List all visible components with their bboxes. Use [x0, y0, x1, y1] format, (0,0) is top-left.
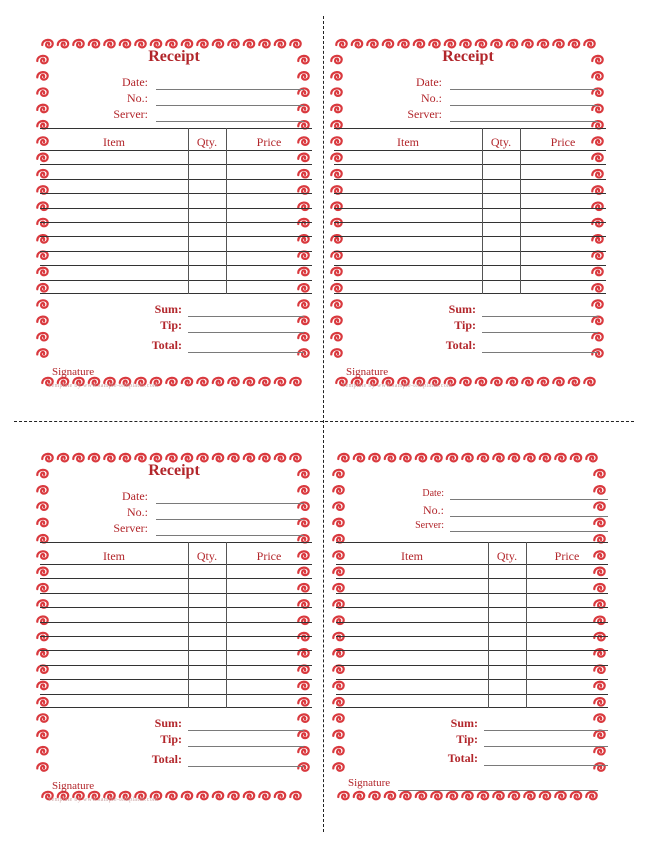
table-row-line — [40, 179, 312, 180]
credit-text: Template by www.sample-templates.com — [48, 383, 158, 389]
qty-column-header: Qty. — [196, 135, 218, 149]
table-row-line — [336, 636, 608, 637]
table-column-line — [226, 128, 227, 294]
sum-field[interactable] — [188, 316, 304, 317]
items-table — [40, 128, 312, 294]
total-label: Total: — [151, 338, 182, 352]
table-row-line — [334, 208, 606, 209]
item-column-header: Item — [401, 549, 423, 563]
sum-label: Sum: — [154, 302, 182, 316]
signature-label: Signature — [346, 366, 389, 378]
table-row-line — [40, 650, 312, 651]
table-row-line — [40, 636, 312, 637]
sum-field[interactable] — [484, 730, 608, 731]
table-row-line — [40, 564, 312, 565]
total-label: Total: — [445, 338, 476, 352]
table-row-line — [334, 236, 606, 237]
table-row-line — [40, 164, 312, 165]
number-label: No.: — [127, 505, 148, 519]
table-row-line — [334, 179, 606, 180]
table-row-line — [40, 222, 312, 223]
number-field[interactable] — [450, 105, 598, 106]
table-row-line — [336, 665, 608, 666]
table-row-line — [40, 622, 312, 623]
date-field[interactable] — [450, 89, 598, 90]
horizontal-cut-line — [14, 421, 634, 422]
number-label: No.: — [127, 91, 148, 105]
table-row-line — [336, 564, 608, 565]
table-row-line — [40, 679, 312, 680]
qty-column-header: Qty. — [196, 549, 218, 563]
signature-label: Signature — [52, 780, 95, 792]
table-row-line — [40, 593, 312, 594]
receipt-card — [36, 450, 312, 806]
table-row-line — [336, 650, 608, 651]
table-row-line — [40, 251, 312, 252]
table-row-line — [40, 265, 312, 266]
date-field[interactable] — [450, 499, 608, 500]
table-column-line — [188, 542, 189, 708]
item-column-header: Item — [397, 135, 419, 149]
credit-text: Template by www.sample-templates.com — [342, 383, 452, 389]
receipt-card — [332, 450, 608, 806]
tip-label: Tip: — [454, 318, 476, 332]
price-column-header: Price — [256, 135, 282, 149]
table-row-line — [336, 542, 608, 543]
date-label: Date: — [122, 489, 148, 503]
server-label: Server: — [113, 521, 148, 535]
server-field[interactable] — [450, 121, 598, 122]
sum-label: Sum: — [448, 302, 476, 316]
table-row-line — [334, 293, 606, 294]
server-label: Server: — [407, 107, 442, 121]
number-field[interactable] — [156, 105, 304, 106]
table-row-line — [40, 293, 312, 294]
receipt-title: Receipt — [148, 48, 200, 65]
number-field[interactable] — [450, 516, 608, 517]
sum-label: Sum: — [450, 716, 478, 730]
table-row-line — [334, 280, 606, 281]
number-label: No.: — [423, 503, 444, 517]
server-field[interactable] — [450, 531, 608, 532]
vertical-cut-line — [323, 16, 324, 832]
server-label: Server: — [415, 520, 444, 531]
sum-field[interactable] — [188, 730, 304, 731]
server-field[interactable] — [156, 121, 304, 122]
tip-field[interactable] — [482, 332, 598, 333]
table-row-line — [334, 222, 606, 223]
signature-label: Signature — [52, 366, 95, 378]
item-column-header: Item — [103, 135, 125, 149]
total-label: Total: — [151, 752, 182, 766]
date-label: Date: — [422, 488, 444, 499]
total-label: Total: — [447, 751, 478, 765]
number-field[interactable] — [156, 519, 304, 520]
table-row-line — [336, 607, 608, 608]
tip-field[interactable] — [484, 746, 608, 747]
table-row-line — [40, 694, 312, 695]
tip-field[interactable] — [188, 332, 304, 333]
receipt-title: Receipt — [148, 462, 200, 479]
credit-text: Template by www.sample-templates.com — [48, 797, 158, 803]
total-field[interactable] — [188, 766, 304, 767]
signature-field[interactable] — [398, 790, 598, 791]
table-row-line — [336, 578, 608, 579]
price-column-header: Price — [554, 549, 580, 563]
qty-column-header: Qty. — [496, 549, 518, 563]
receipt-card — [330, 36, 606, 392]
table-row-line — [40, 665, 312, 666]
table-row-line — [40, 542, 312, 543]
table-row-line — [40, 707, 312, 708]
table-row-line — [336, 679, 608, 680]
tip-field[interactable] — [188, 746, 304, 747]
number-label: No.: — [421, 91, 442, 105]
table-row-line — [336, 694, 608, 695]
table-row-line — [40, 607, 312, 608]
table-row-line — [40, 128, 312, 129]
table-row-line — [334, 128, 606, 129]
server-field[interactable] — [156, 535, 304, 536]
sum-label: Sum: — [154, 716, 182, 730]
table-row-line — [334, 265, 606, 266]
table-row-line — [40, 208, 312, 209]
table-row-line — [334, 193, 606, 194]
table-column-line — [188, 128, 189, 294]
receipt-card — [36, 36, 312, 392]
sum-field[interactable] — [482, 316, 598, 317]
qty-column-header: Qty. — [490, 135, 512, 149]
table-column-line — [226, 542, 227, 708]
date-label: Date: — [122, 75, 148, 89]
total-field[interactable] — [482, 352, 598, 353]
table-column-line — [526, 542, 527, 708]
table-row-line — [336, 622, 608, 623]
table-row-line — [334, 150, 606, 151]
item-column-header: Item — [103, 549, 125, 563]
table-row-line — [334, 251, 606, 252]
items-table — [336, 542, 608, 708]
price-column-header: Price — [550, 135, 576, 149]
table-row-line — [40, 236, 312, 237]
receipt-title: Receipt — [442, 48, 494, 65]
price-column-header: Price — [256, 549, 282, 563]
table-row-line — [336, 707, 608, 708]
date-label: Date: — [416, 75, 442, 89]
table-column-line — [482, 128, 483, 294]
server-label: Server: — [113, 107, 148, 121]
table-row-line — [334, 164, 606, 165]
tip-label: Tip: — [160, 318, 182, 332]
table-row-line — [40, 150, 312, 151]
table-row-line — [40, 578, 312, 579]
date-field[interactable] — [156, 503, 304, 504]
signature-label: Signature — [348, 777, 391, 789]
table-row-line — [40, 193, 312, 194]
items-table — [334, 128, 606, 294]
total-field[interactable] — [484, 765, 608, 766]
table-row-line — [40, 280, 312, 281]
items-table — [40, 542, 312, 708]
table-column-line — [520, 128, 521, 294]
total-field[interactable] — [188, 352, 304, 353]
table-row-line — [336, 593, 608, 594]
date-field[interactable] — [156, 89, 304, 90]
tip-label: Tip: — [456, 732, 478, 746]
table-column-line — [488, 542, 489, 708]
tip-label: Tip: — [160, 732, 182, 746]
